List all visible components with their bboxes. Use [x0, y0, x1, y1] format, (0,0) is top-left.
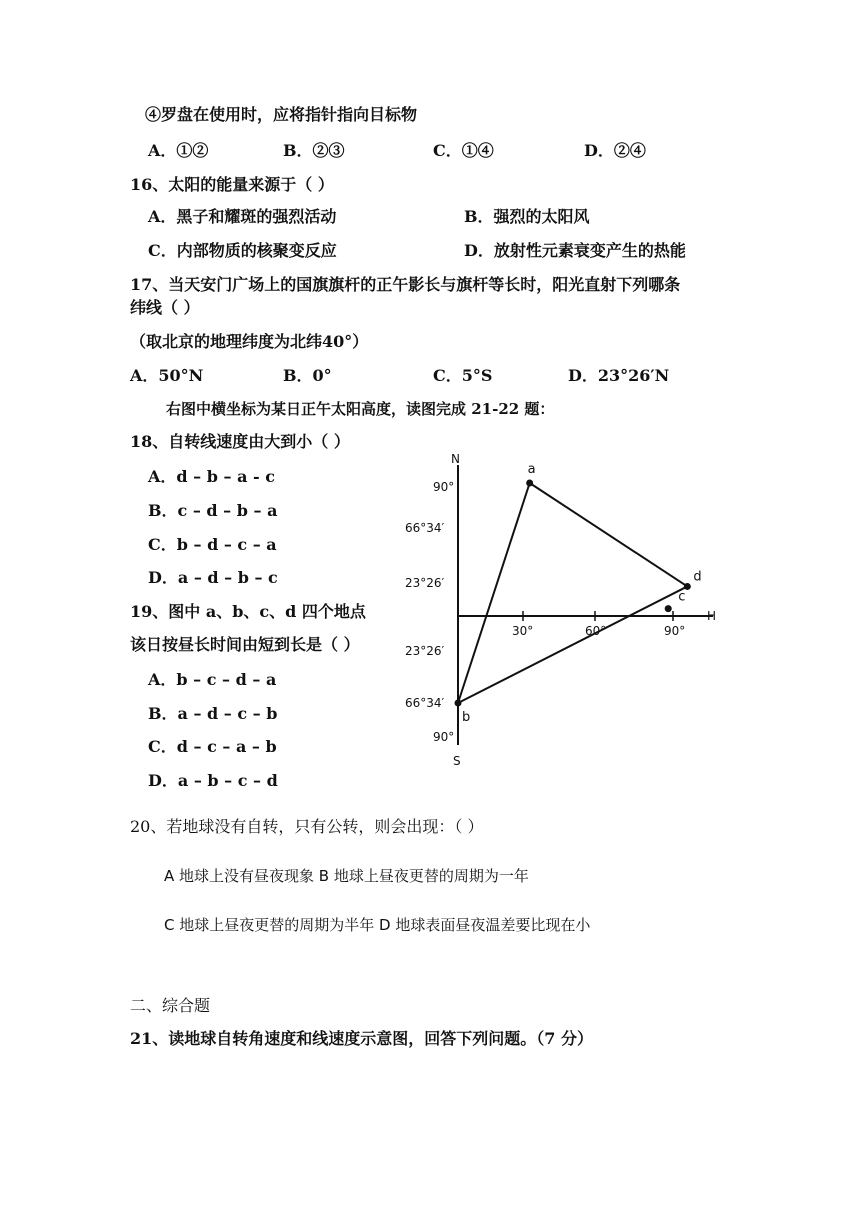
q18-stem: 18、自转线速度由大到小（ ） — [130, 432, 350, 451]
q19-option-d: D．a – b – c – d — [148, 771, 278, 790]
q15-option-d: D．②④ — [584, 141, 646, 160]
x-tick-90: 90° — [664, 624, 686, 638]
q15-option-b: B．②③ — [283, 141, 345, 160]
point-label-c: c — [678, 589, 686, 605]
y-tick-90-n: 90° — [433, 480, 455, 494]
segment-a-b — [458, 483, 530, 703]
x-tick-60: 60° — [585, 624, 607, 638]
q18-option-b: B．c – d – b – a — [148, 501, 278, 520]
y-tick-90-s: 90° — [433, 730, 455, 744]
q21-stem: 21、读地球自转角速度和线速度示意图，回答下列问题。（7 分） — [130, 1029, 593, 1048]
q20-stem: 20、若地球没有自转，只有公转，则会出现：（ ） — [130, 817, 484, 836]
q19-stem-line2: 该日按昼长时间由短到长是（ ） — [130, 635, 360, 654]
q16-option-b: B．强烈的太阳风 — [464, 207, 590, 226]
y-tick-66-s: 66°34′ — [405, 696, 445, 710]
point-b — [455, 700, 462, 707]
q17-stem-line1: 17、当天安门广场上的国旗旗杆的正午影长与旗杆等长时，阳光直射下列哪条 — [130, 275, 681, 294]
q17-option-d: D．23°26′N — [568, 366, 670, 385]
solar-altitude-figure — [395, 445, 730, 770]
q20-options-ab: A 地球上没有昼夜现象 B 地球上昼夜更替的周期为一年 — [164, 867, 529, 885]
q15-option-c: C．①④ — [433, 141, 494, 160]
x-tick-30: 30° — [512, 624, 534, 638]
q16-stem: 16、太阳的能量来源于（ ） — [130, 175, 334, 194]
figure-intro: 右图中横坐标为某日正午太阳高度，读图完成 21-22 题： — [166, 400, 555, 418]
q17-note: （取北京的地理纬度为北纬40°） — [130, 332, 369, 351]
axis-label-right: H — [707, 609, 717, 623]
q15-option-a: A．①② — [148, 141, 209, 160]
q18-option-c: C．b – d – c – a — [148, 535, 277, 554]
segment-a-d — [530, 483, 688, 586]
q19-option-c: C．d – c – a – b — [148, 737, 277, 756]
q18-option-a: A．d – b – a - c — [148, 467, 275, 486]
q18-option-d: D．a – d – b – c — [148, 568, 278, 587]
q20-options-cd: C 地球上昼夜更替的周期为半年 D 地球表面昼夜温差要比现在小 — [164, 916, 591, 934]
q15-statement-4: ④罗盘在使用时，应将指针指向目标物 — [145, 105, 418, 124]
q19-option-b: B．a – d – c – b — [148, 704, 278, 723]
q16-option-c: C．内部物质的核聚变反应 — [148, 241, 337, 260]
point-d — [684, 583, 691, 590]
segment-b-d — [458, 586, 687, 703]
axis-label-top: N — [451, 452, 460, 466]
q17-option-a: A．50°N — [130, 366, 204, 385]
y-tick-23-n: 23°26′ — [405, 576, 445, 590]
q17-stem-line2: 纬线（ ） — [130, 298, 200, 317]
point-label-a: a — [527, 462, 536, 477]
q17-option-c: C．5°S — [433, 366, 493, 385]
section-title: 二、综合题 — [130, 996, 211, 1015]
q19-option-a: A．b – c – d – a — [148, 670, 277, 689]
point-c — [665, 605, 672, 612]
q17-option-b: B．0° — [283, 366, 332, 385]
q16-option-a: A．黑子和耀斑的强烈活动 — [148, 207, 337, 226]
point-a — [526, 480, 533, 487]
q19-stem-line1: 19、图中 a、b、c、d 四个地点 — [130, 602, 366, 621]
point-label-b: b — [462, 710, 471, 725]
y-tick-66-n: 66°34′ — [405, 521, 445, 535]
q16-option-d: D．放射性元素衰变产生的热能 — [464, 241, 686, 260]
y-tick-23-s: 23°26′ — [405, 644, 445, 658]
point-label-d: d — [693, 569, 702, 585]
axis-label-bottom: S — [453, 754, 461, 768]
